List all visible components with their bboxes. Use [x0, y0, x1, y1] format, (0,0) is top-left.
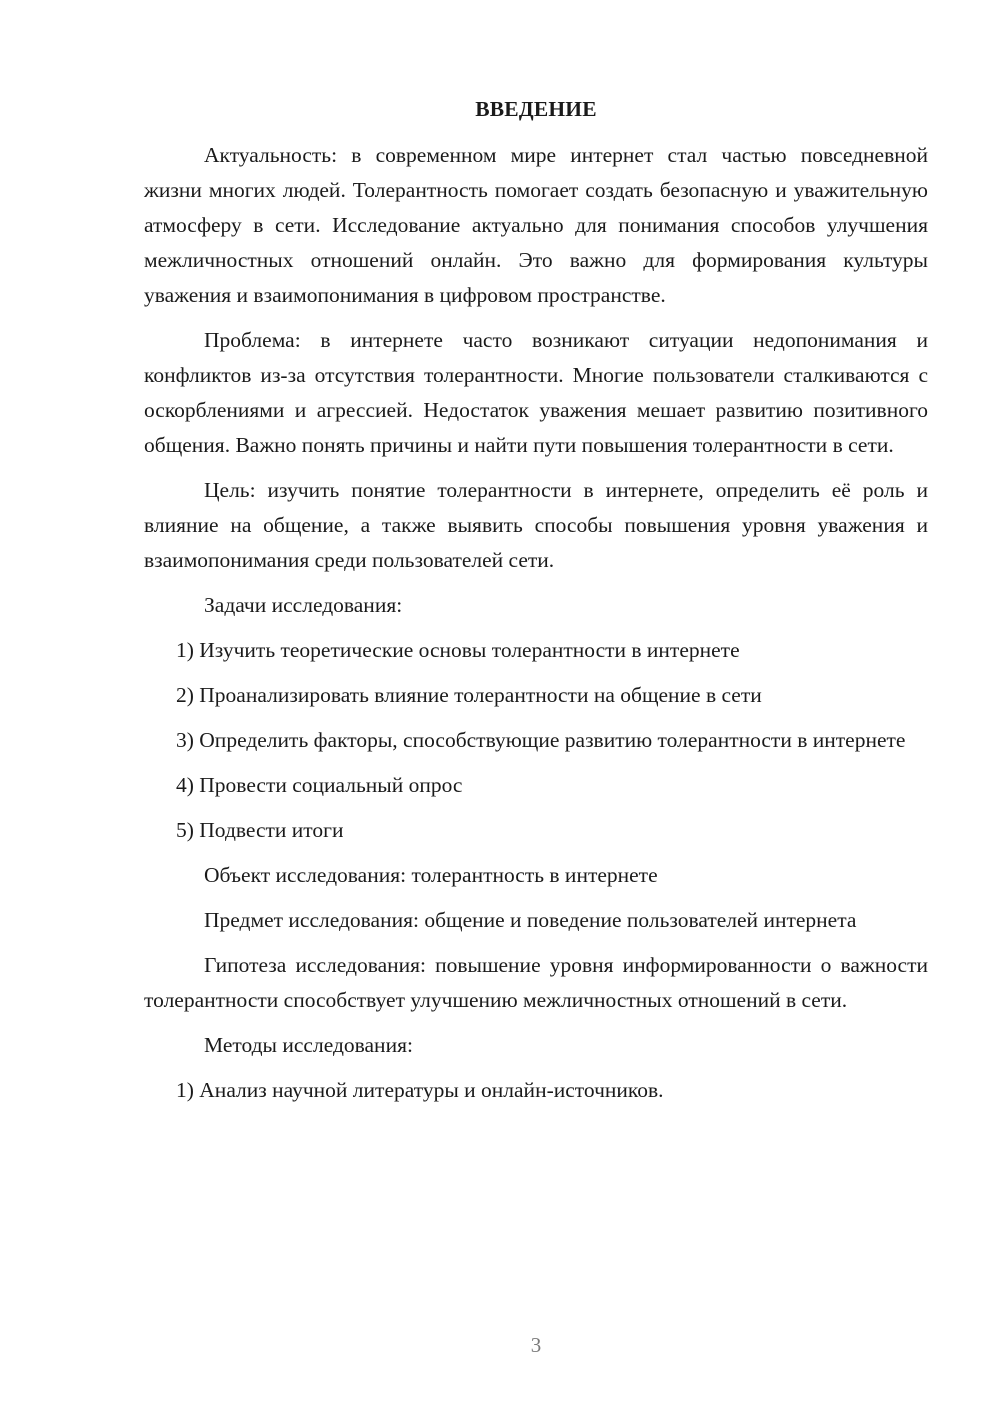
methods-heading: Методы исследования:	[204, 1033, 413, 1057]
method-item-1: 1) Анализ научной литературы и онлайн-источников.	[176, 1078, 664, 1102]
task-item-5: 5) Подвести итоги	[176, 818, 344, 842]
task-item-2: 2) Проанализировать влияние толерантности на общение в сети	[176, 683, 762, 707]
tasks-heading: Задачи исследования:	[204, 593, 403, 617]
task-item-1: 1) Изучить теоретические основы толерантности в интернете	[176, 638, 740, 662]
task-item-3: 3) Определить факторы, способствующие развитию толерантности в интернете	[176, 728, 906, 752]
task-item-4: 4) Провести социальный опрос	[176, 773, 463, 797]
object-paragraph: Объект исследования: толерантность в интернете	[204, 863, 658, 887]
problem-paragraph: Проблема: в интернете часто возникают ситуации недопонимания и конфликтов из-за отсутствия толерантности. Многие пользователи сталкиваются с оскорблениями и агрессией. Недостаток уважения мешает развитию позитивного общения. Важно понять причины и найти пути повышения толерантности в сети.	[144, 328, 928, 457]
document-page	[144, 92, 928, 1118]
section-heading: ВВЕДЕНИЕ	[475, 97, 597, 121]
goal-paragraph: Цель: изучить понятие толерантности в интернете, определить её роль и влияние на общение, а также выявить способы повышения уровня уважения и взаимопонимания среди пользователей сети.	[144, 478, 928, 572]
hypothesis-paragraph: Гипотеза исследования: повышение уровня информированности о важности толерантности способствует улучшению межличностных отношений в сети.	[144, 953, 928, 1012]
relevance-paragraph: Актуальность: в современном мире интернет стал частью повседневной жизни многих людей. Толерантность помогает создать безопасную и уважительную атмосферу в сети. Исследование актуально для понимания способов улучшения межличностных отношений онлайн. Это важно для формирования культуры уважения и взаимопонимания в цифровом пространстве.	[144, 143, 928, 307]
subject-paragraph: Предмет исследования: общение и поведение пользователей интернета	[204, 908, 857, 932]
page-number: 3	[530, 1333, 542, 1357]
